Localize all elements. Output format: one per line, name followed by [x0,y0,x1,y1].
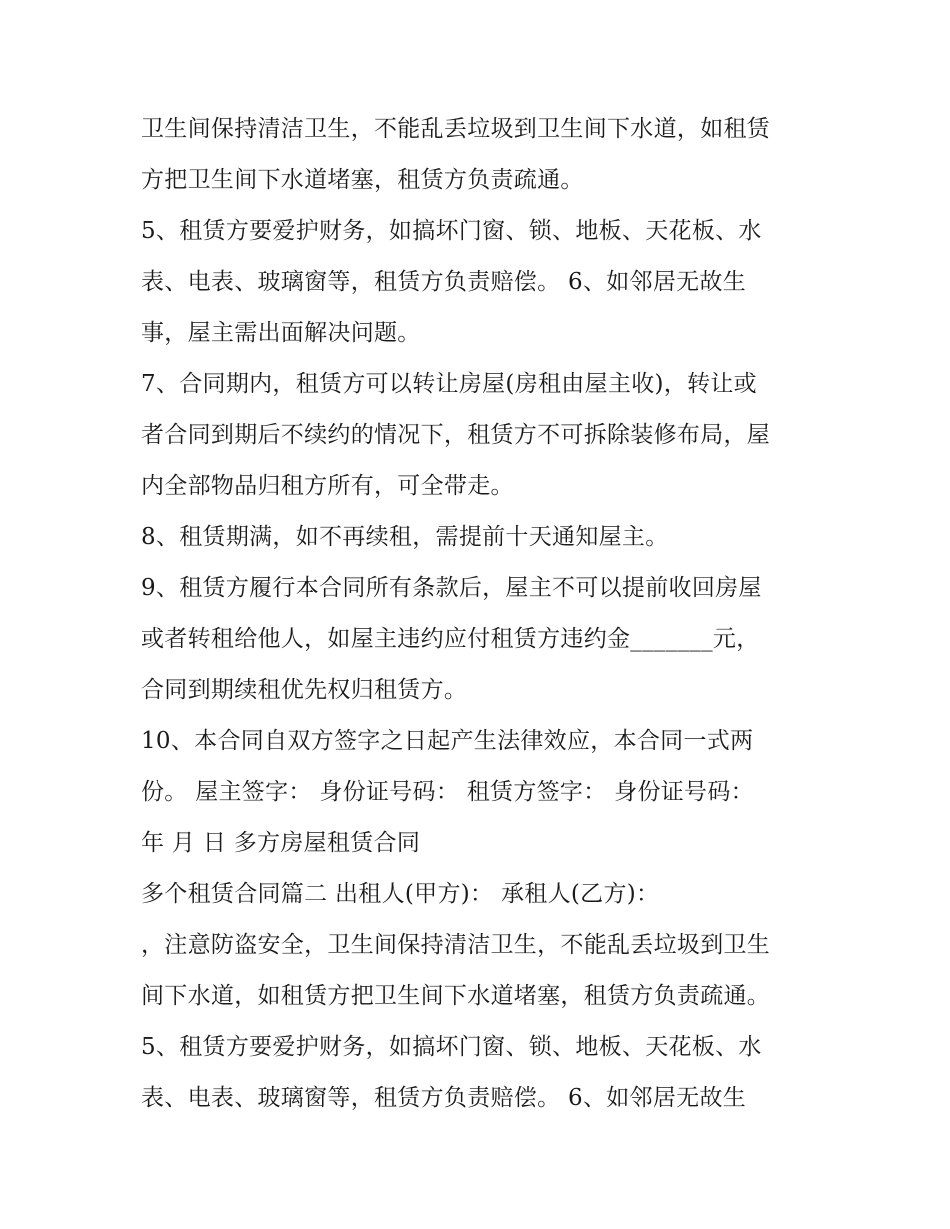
text-line: 卫生间保持清洁卫生，不能乱丢垃圾到卫生间下水道，如租赁 [141,116,771,142]
text-line: 或者转租给他人，如屋主违约应付租赁方违约金_______元， [141,626,760,652]
text-line: 间下水道，如租赁方把卫生间下水道堵塞，租赁方负责疏通。 [141,983,771,1009]
text-line: 者合同到期后不续约的情况下，租赁方不可拆除装修布局，屋 [141,422,771,448]
text-line: 10、本合同自双方签字之日起产生法律效应，本合同一式两 [141,728,754,754]
document-body [141,104,821,1124]
text-line: 表、电表、玻璃窗等，租赁方负责赔偿。 6、如邻居无故生 [141,269,747,295]
text-line: 7、合同期内，租赁方可以转让房屋(房租由屋主收)，转让或 [141,371,757,397]
text-line: 事，屋主需出面解决问题。 [141,320,421,346]
text-line: 5、租赁方要爱护财务，如搞坏门窗、锁、地板、天花板、水 [141,1034,762,1060]
text-line: 内全部物品归租方所有，可全带走。 [141,473,514,499]
text-line: ，注意防盗安全，卫生间保持清洁卫生，不能乱丢垃圾到卫生 [141,932,771,958]
text-line: 份。 屋主签字： 身份证号码： 租赁方签字： 身份证号码： [141,779,754,805]
text-line: 多个租赁合同篇二 出租人(甲方)： 承租人(乙方)： [141,881,660,907]
text-line: 8、租赁期满，如不再续租，需提前十天通知屋主。 [141,524,669,550]
text-line: 5、租赁方要爱护财务，如搞坏门窗、锁、地板、天花板、水 [141,218,762,244]
text-line: 表、电表、玻璃窗等，租赁方负责赔偿。 6、如邻居无故生 [141,1085,747,1111]
text-line: 9、租赁方履行本合同所有条款后，屋主不可以提前收回房屋 [141,575,762,601]
text-line: 合同到期续租优先权归租赁方。 [141,677,468,703]
text-line: 年 月 日 多方房屋租赁合同 [141,830,421,856]
text-line: 方把卫生间下水道堵塞，租赁方负责疏通。 [141,167,584,193]
